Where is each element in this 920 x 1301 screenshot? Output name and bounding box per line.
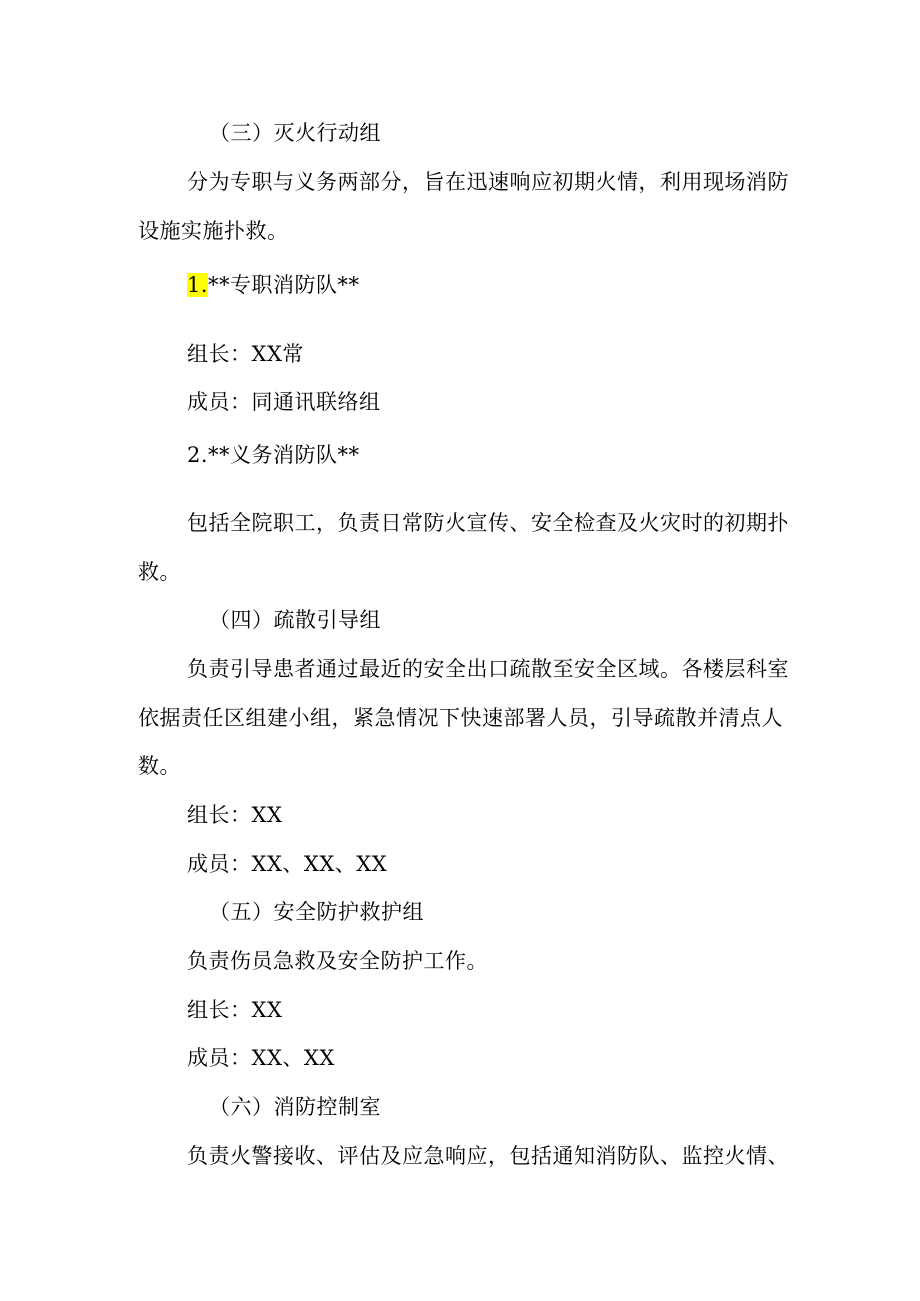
- item1-heading: [187, 270, 360, 300]
- section5-heading: （五）安全防护救护组: [209, 900, 424, 924]
- section5-body: 负责伤员急救及安全防护工作。: [187, 949, 488, 973]
- section4-members: 成员：XX、XX、XX: [187, 852, 388, 876]
- section5-leader: 组长：XX: [187, 998, 283, 1022]
- section6-body-line1: 负责火警接收、评估及应急响应，包括通知消防队、监控火情、: [187, 1144, 789, 1168]
- item1-number: 1.: [187, 273, 209, 297]
- item1-title: **专职消防队**: [208, 273, 360, 297]
- item2-heading: 2.**义务消防队**: [187, 443, 360, 467]
- item2-body-line2: 救。: [138, 560, 181, 584]
- section4-body-line2: 依据责任区组建小组，紧急情况下快速部署人员，引导疏散并清点人: [138, 706, 783, 730]
- section4-body-line1: 负责引导患者通过最近的安全出口疏散至安全区域。各楼层科室: [187, 657, 789, 681]
- section6-heading: （六）消防控制室: [209, 1095, 381, 1119]
- section3-body-line2: 设施实施扑救。: [138, 219, 289, 243]
- section3-body-line1: 分为专职与义务两部分，旨在迅速响应初期火情，利用现场消防: [187, 170, 789, 194]
- item2-body-line1: 包括全院职工，负责日常防火宣传、安全检查及火灾时的初期扑: [187, 511, 789, 535]
- item1-members: 成员：同通讯联络组: [187, 390, 381, 414]
- section5-members: 成员：XX、XX: [187, 1046, 335, 1070]
- section4-body-line3: 数。: [138, 754, 181, 778]
- section4-leader: 组长：XX: [187, 803, 283, 827]
- section4-heading: （四）疏散引导组: [209, 608, 381, 632]
- section3-heading: （三）灭火行动组: [209, 121, 381, 145]
- item1-leader: 组长：XX常: [187, 342, 304, 366]
